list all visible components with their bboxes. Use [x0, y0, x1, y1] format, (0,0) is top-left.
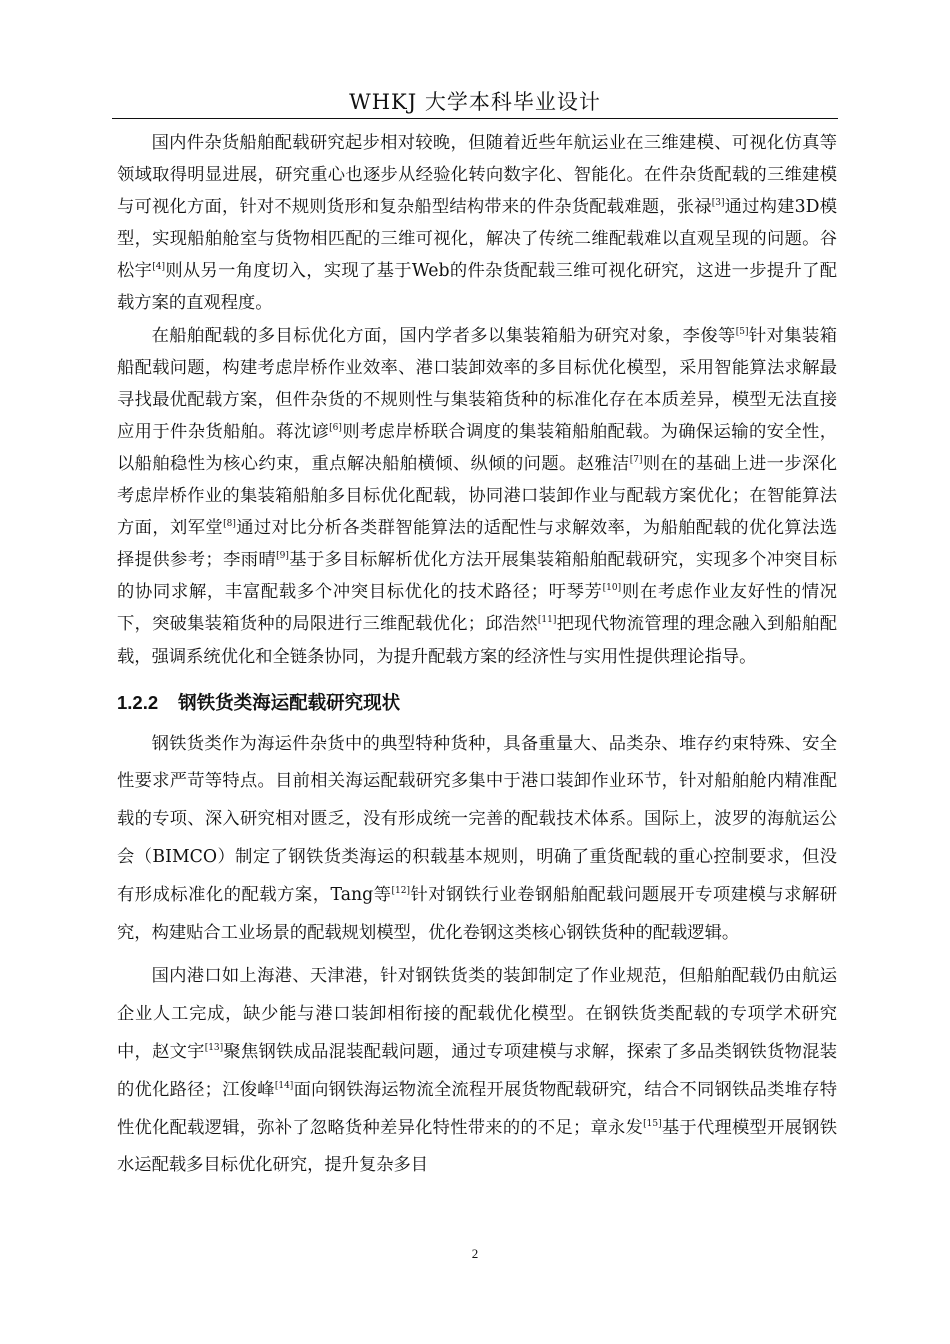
- citation: [4]: [152, 262, 165, 273]
- text-run: 针对钢铁行业卷钢船舶配载问题展开专项建模与求解研究，构建贴合工业场景的配载规划模型，优化卷钢这类核心钢铁货种的配载逻辑。: [117, 884, 837, 943]
- citation: [8]: [223, 519, 236, 530]
- text-run: 则在的基础上进一步深化考虑岸桥作业的集装箱船舶多目标优化配载，协同港口装卸作业与配载方案优化；在智能算法方面，刘军堂: [117, 453, 837, 539]
- citation: [14]: [274, 1081, 294, 1091]
- text-run: 针对集装箱船配载问题，构建考虑岸桥作业效率、港口装卸效率的多目标优化模型，采用智能算法求解最寻找最优配载方案，但件杂货的不规则性与集装箱货种的标准化存在本质差异，模型无法直接应用于件杂货船舶。蒋沈谚: [117, 325, 837, 442]
- text-run: 则从另一角度切入，实现了基于Web的件杂货配载三维可视化研究，这进一步提升了配载方案的直观程度。: [117, 261, 837, 314]
- citation: [12]: [391, 886, 410, 897]
- citation: [5]: [735, 326, 749, 337]
- citation: [13]: [204, 1043, 224, 1054]
- text-run: 聚焦钢铁成品混装配载问题，通过专项建模与求解，探索了多品类钢铁货物混装的优化路径；江俊峰: [117, 1041, 837, 1100]
- page-header-title: WHKJ 大学本科毕业设计: [349, 90, 601, 114]
- text-run: 基于代理模型开展钢铁水运配载多目标优化研究，提升复杂多目: [117, 1117, 837, 1176]
- text-run: 通过对比分析各类群智能算法的适配性与求解效率，为船舶配载的优化算法选择提供参考；李雨晴: [117, 518, 837, 571]
- header-rule: [112, 118, 838, 119]
- citation: [6]: [329, 423, 342, 434]
- text-run: 在船舶配载的多目标优化方面，国内学者多以集装箱船为研究对象，李俊等: [151, 325, 736, 346]
- text-run: 钢铁货类作为海运件杂货中的典型特种货种，具备重量大、品类杂、堆存约束特殊、安全性要求严苛等特点。目前相关海运配载研究多集中于港口装卸作业环节，针对船舶舱内精准配载的专项、深入研究相对匮乏，没有形成统一完善的配载技术体系。国际上，波罗的海航运公会（BIMCO）制定了钢铁货类海运的积载基本规则，明确了重货配载的重心控制要求，但没有形成标准化的配载方案，Tang等: [117, 733, 837, 905]
- text-run: 则考虑岸桥联合调度的集装箱船舶配载。为确保运输的安全性，以船舶稳性为核心约束，重点解决船舶横倾、纵倾的问题。赵雅洁: [117, 421, 837, 474]
- section-heading: [117, 687, 837, 720]
- citation: [11]: [537, 615, 557, 626]
- section-title: 钢铁货类海运配载研究现状: [178, 692, 401, 714]
- paragraph-1: [117, 127, 837, 320]
- text-run: 国内件杂货船舶配载研究起步相对较晚，但随着近些年航运业在三维建模、可视化仿真等领域取得明显进展，研究重心也逐步从经验化转向数字化、智能化。在件杂货配载的三维建模与可视化方面，针对不规则货形和复杂船型结构带来的件杂货配载难题，张禄: [117, 133, 837, 218]
- paragraph-2: [117, 320, 837, 673]
- document-body: [117, 127, 837, 1185]
- paragraph-4: [117, 958, 837, 1185]
- citation: [15]: [643, 1118, 662, 1129]
- citation: [10]: [602, 583, 622, 594]
- citation: [7]: [629, 455, 643, 466]
- text-run: 通过构建3D模型，实现船舶舱室与货物相匹配的三维可视化，解决了传统二维配载难以直观呈现的问题。谷松宇: [117, 197, 837, 282]
- page-number: 2: [471, 1246, 479, 1261]
- section-number: 1.2.2: [117, 691, 159, 713]
- text-run: 基于多目标解析优化方法开展集装箱船舶配载研究，实现多个冲突目标的协同求解，丰富配载多个冲突目标优化的技术路径；吁琴芳: [117, 550, 837, 603]
- text-run: 则在考虑作业友好性的情况下，突破集装箱货种的局限进行三维配载优化；邱浩然: [117, 582, 837, 635]
- paragraph-3: [117, 726, 837, 953]
- text-run: 把现代物流管理的理念融入到船舶配载，强调系统优化和全链条协同，为提升配载方案的经济性与实用性提供理论指导。: [117, 614, 837, 667]
- text-run: 面向钢铁海运物流全流程开展货物配载研究，结合不同钢铁品类堆存特性优化配载逻辑，弥补了忽略货种差异化特性带来的的不足；章永发: [117, 1079, 837, 1138]
- citation: [3]: [711, 198, 725, 209]
- citation: [9]: [276, 551, 289, 562]
- text-run: 国内港口如上海港、天津港，针对钢铁货类的装卸制定了作业规范，但船舶配载仍由航运企业人工完成，缺少能与港口装卸相衔接的配载优化模型。在钢铁货类配载的专项学术研究中，赵文宇: [117, 966, 837, 1062]
